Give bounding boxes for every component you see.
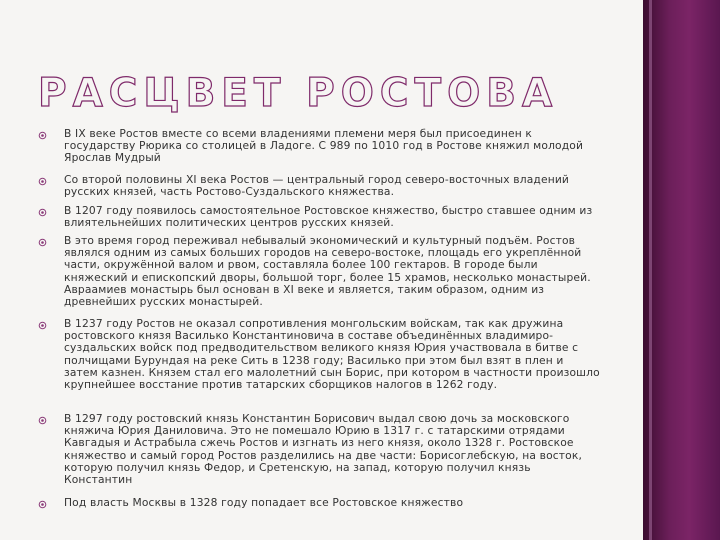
list-item bbox=[38, 497, 463, 509]
side-band-stripe bbox=[649, 0, 652, 540]
list-item-text: В IX веке Ростов вместе со всеми владениями племени меря был присоединен к государству Рюрика со столицей в Ладоге. С 989 по 1010 год в Ростове княжил молодой Ярослав Мудрый bbox=[64, 127, 584, 165]
list-item-text: В 1297 году ростовский князь Константин Борисович выдал свою дочь за московского княжича Юрия Даниловича. Это не помешало Юрию в 1317 г. с татарскими отрядами Кавгадыя и Астрабыла сжечь Ростов и изгнать из него князя, около 1328 г. Ростовское княжество и самый город Ростов разделились на две части: Борисоглебскую, на восток, которую получил князь Федор, и Сретенскую, на запад, которую получил князь Константин bbox=[64, 412, 583, 487]
list-item bbox=[38, 128, 600, 165]
bullet-icon bbox=[38, 321, 47, 330]
slide-title: РАСЦВЕТ РОСТОВА bbox=[38, 71, 559, 116]
list-item-text: В 1237 году Ростов не оказал сопротивления монгольским войскам, так как дружина ростовского князя Василько Константиновича в составе объединённых владимиро-суздальских войск под предводительством великого князя Юрия участвовала в битве с полчищами Бурундая на реке Сить в 1238 году; Василько при этом был взят в плен и затем казнен. Князем стал его малолетний сын Борис, при котором в частности произошло крупнейшее восстание против татарских сборщиков налогов в 1262 году. bbox=[64, 317, 600, 392]
list-item bbox=[38, 413, 600, 486]
bullet-icon bbox=[38, 238, 47, 247]
bullet-icon bbox=[38, 416, 47, 425]
list-item-text: Со второй половины XI века Ростов — центральный город северо-восточных владений русских князей, часть Ростово-Суздальского княжества. bbox=[64, 173, 570, 199]
list-item bbox=[38, 318, 600, 391]
list-item-text: В 1207 году появилось самостоятельное Ростовское княжество, быстро ставшее одним из влиятельнейших политических центров русских князей. bbox=[64, 204, 593, 230]
decorative-side-band bbox=[643, 0, 720, 540]
list-item bbox=[38, 235, 600, 308]
list-item bbox=[38, 174, 600, 198]
list-item-text: Под власть Москвы в 1328 году попадает все Ростовское княжество bbox=[64, 496, 464, 509]
list-item bbox=[38, 205, 600, 229]
list-item-text: В это время город переживал небывалый экономический и культурный подъём. Ростов являлся одним из самых больших городов на северо-востоке, площадь его укреплённой части, окружённой валом и рвом, составляла более 100 гектаров. В городе были княжеский и епископский дворы, большой торг, более 15 храмов, несколько монастырей. Авраамиев монастырь был основан в XI веке и является, таким образом, одним из древнейших русских монастырей. bbox=[64, 234, 591, 309]
bullet-icon bbox=[38, 500, 47, 509]
bullet-icon bbox=[38, 177, 47, 186]
bullet-icon bbox=[38, 208, 47, 217]
bullet-icon bbox=[38, 131, 47, 140]
